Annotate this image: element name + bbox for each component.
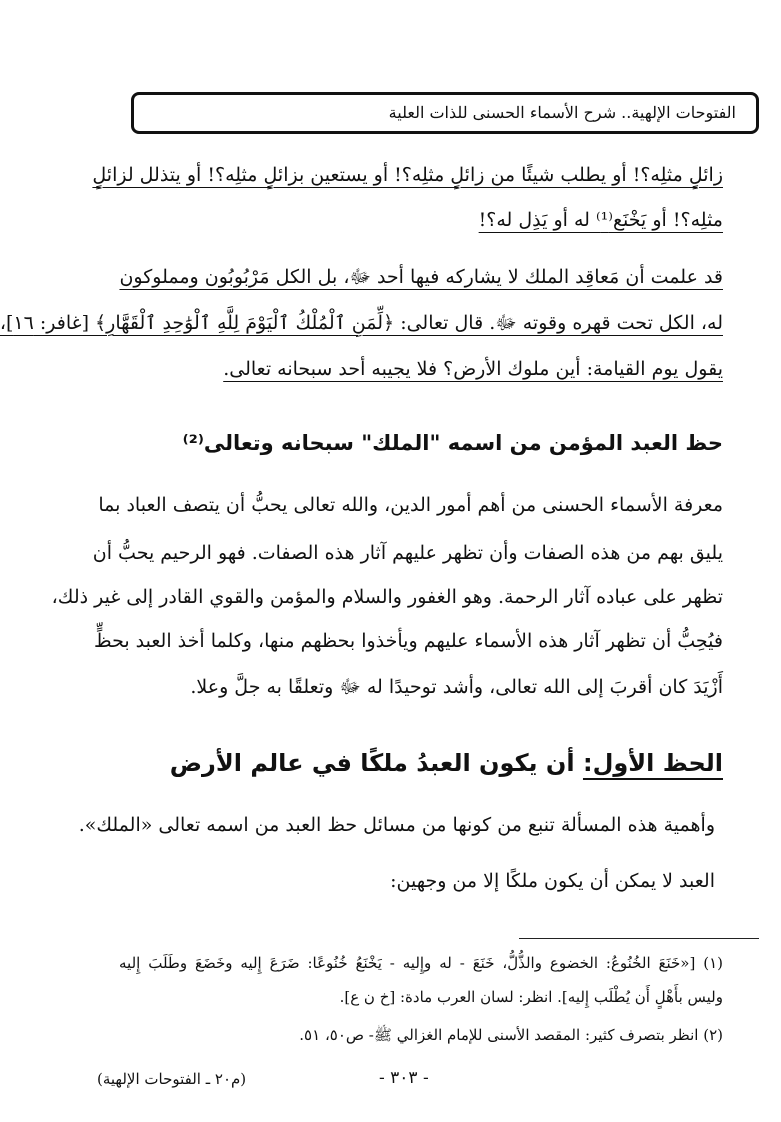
body-line: العبد لا يمكن أن يكون ملكًا إلا من وجهين:: [390, 870, 715, 892]
body-line: يليق بهم من هذه الصفات وأن تظهر عليهم آثار هذه الصفات. فهو الرحيم يحبُّ أن: [92, 542, 723, 564]
body-line: فيُحِبُّ أن تظهر آثار هذه الأسماء عليهم ويأخذوا بحظهم منها، وكلما أخذ العبد بحظٍّ: [94, 630, 723, 652]
body-line: زائلٍ مثلِه؟! أو يطلب شيئًا من زائلٍ مثلِه؟! أو يستعين بزائلٍ مثلِه؟! أو يتذلل لزائلٍ: [92, 164, 723, 186]
section-heading: حظ العبد المؤمن من اسمه "الملك" سبحانه وتعالى⁽²⁾: [182, 431, 723, 455]
footnote-2: (٢) انظر بتصرف كثير: المقصد الأسنى للإمام الغزالي ﷺ- ص٥٠، ٥١.: [299, 1026, 723, 1044]
running-header: [131, 92, 759, 134]
subsection-heading-lead: الحظ الأول:: [582, 749, 723, 777]
footnote-1-continued: وليس بأَهْلٍ أَن يُطْلَب إِليه]. انظر: لسان العرب مادة: [خ ن ع].: [339, 988, 723, 1006]
body-line: معرفة الأسماء الحسنى من أهم أمور الدين، والله تعالى يحبُّ أن يتصف العباد بما: [98, 494, 723, 516]
footnote-separator: [519, 938, 759, 939]
header-title: الفتوحات الإلهية.. شرح الأسماء الحسنى للذات العلية: [388, 103, 736, 122]
body-line: تظهر على عباده آثار الرحمة. وهو الغفور والسلام والمؤمن والقوي القادر إلى غير ذلك،: [51, 586, 723, 608]
body-line: يقول يوم القيامة: أين ملوك الأرض؟ فلا يجيبه أحد سبحانه تعالى.: [223, 358, 723, 380]
body-line: وأهمية هذه المسألة تنبع من كونها من مسائل حظ العبد من اسمه تعالى «الملك».: [78, 814, 715, 836]
subsection-heading: [170, 746, 723, 780]
body-line: أَزْيَدَ كان أقربَ إلى الله تعالى، وأشد توحيدًا له ﷻ وتعلقًا به جلَّ وعلا.: [190, 676, 723, 698]
printer-signature: (م٢٠ ـ الفتوحات الإلهية): [97, 1070, 247, 1088]
page-number: - ٣٠٣ -: [379, 1068, 429, 1088]
subsection-heading-text: أن يكون العبدُ ملكًا في عالم الأرض: [169, 749, 583, 777]
body-line: قد علمت أن مَعاقِد الملك لا يشاركه فيها أحد ﷻ، بل الكل مَرْبُوبُون ومملوكون: [119, 266, 723, 288]
footnote-1: (١) [«خَنَعَ الخُنُوعُ: الخضوع والذُّلُّ، خَنَعَ - له وإِليه - يَخْنَعُ خُنُوعًا: ضَرَعَ إِليه وخَضَعَ وطَلَبَ إِليه: [119, 954, 723, 972]
body-line: له، الكل تحت قهره وقوته ﷻ. قال تعالى: ﴿لِّمَنِ ٱلْمُلْكُ ٱلْيَوْمَ لِلَّهِ ٱلْوَٰحِدِ ٱلْقَهَّارِ﴾ [غافر: ١٦]،: [0, 312, 723, 334]
body-line: مثلِه؟! أو يَخْنَع⁽¹⁾ له أو يَذِل له؟!: [478, 209, 723, 231]
